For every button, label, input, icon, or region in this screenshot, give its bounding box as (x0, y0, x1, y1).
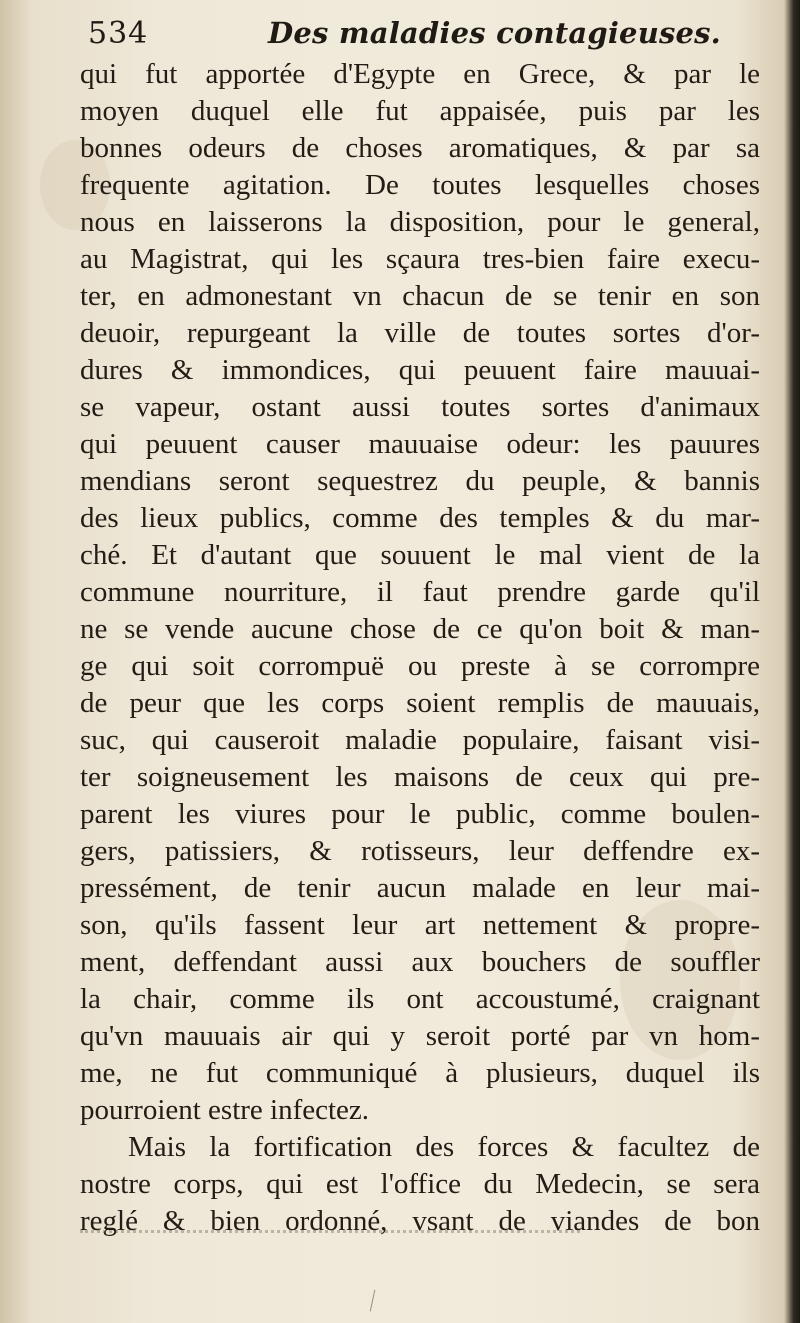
text-line: reglé & bien ordonné, vsant de viandes de bon (80, 1205, 760, 1237)
text-line: ne se vende aucune chose de ce qu'on boit & man- (80, 613, 760, 645)
text-line: ter, en admonestant vn chacun de se tenir en son (80, 280, 760, 312)
text-line: qu'vn mauuais air qui y seroit porté par vn hom- (80, 1020, 760, 1052)
page-number: 534 (88, 16, 149, 51)
text-line: mendians seront sequestrez du peuple, & bannis (80, 465, 760, 497)
bleed-through-marks (80, 1222, 580, 1233)
text-line: la chair, comme ils ont accoustumé, craignant (80, 983, 760, 1015)
text-line: son, qu'ils fassent leur art nettement & propre- (80, 909, 760, 941)
text-line: pourroient estre infectez. (80, 1094, 370, 1126)
running-title: Des maladies contagieuses. (268, 16, 721, 50)
text-line: de peur que les corps soient remplis de mauuais, (80, 687, 760, 719)
text-line: frequente agitation. De toutes lesquelles choses (80, 169, 760, 201)
paragraph-first-line: Mais la fortification des forces & facultez de (128, 1131, 760, 1163)
text-line: se vapeur, ostant aussi toutes sortes d'animaux (80, 391, 760, 423)
text-line: ment, deffendant aussi aux bouchers de souffler (80, 946, 760, 978)
text-line: gers, patissiers, & rotisseurs, leur deffendre ex- (80, 835, 760, 867)
text-line: parent les viures pour le public, comme boulen- (80, 798, 760, 830)
text-line: ché. Et d'autant que souuent le mal vient de la (80, 539, 760, 571)
text-line: deuoir, repurgeant la ville de toutes sortes d'or- (80, 317, 760, 349)
text-line: bonnes odeurs de choses aromatiques, & par sa (80, 132, 760, 164)
text-line: dures & immondices, qui peuuent faire mauuai- (80, 354, 760, 386)
text-line: commune nourriture, il faut prendre garde qu'il (80, 576, 760, 608)
text-line: ter soigneusement les maisons de ceux qui pre- (80, 761, 760, 793)
text-line: ge qui soit corrompuë ou preste à se corrompre (80, 650, 760, 682)
text-line: nostre corps, qui est l'office du Medecin, se sera (80, 1168, 760, 1200)
text-line: des lieux publics, comme des temples & du mar- (80, 502, 760, 534)
text-line: au Magistrat, qui les sçaura tres-bien faire execu- (80, 243, 760, 275)
text-line: qui fut apportée d'Egypte en Grece, & par le (80, 58, 760, 90)
body-text (80, 54, 760, 1237)
text-line: suc, qui causeroit maladie populaire, faisant visi- (80, 724, 760, 756)
text-line: qui peuuent causer mauuaise odeur: les pauures (80, 428, 760, 460)
text-line: nous en laisserons la disposition, pour le general, (80, 206, 760, 238)
text-line: pressément, de tenir aucun malade en leur mai- (80, 872, 760, 904)
bleed-through-mark (370, 1290, 379, 1313)
running-head (88, 10, 748, 54)
text-line: me, ne fut communiqué à plusieurs, duquel ils (80, 1057, 760, 1089)
text-line: moyen duquel elle fut appaisée, puis par les (80, 95, 760, 127)
